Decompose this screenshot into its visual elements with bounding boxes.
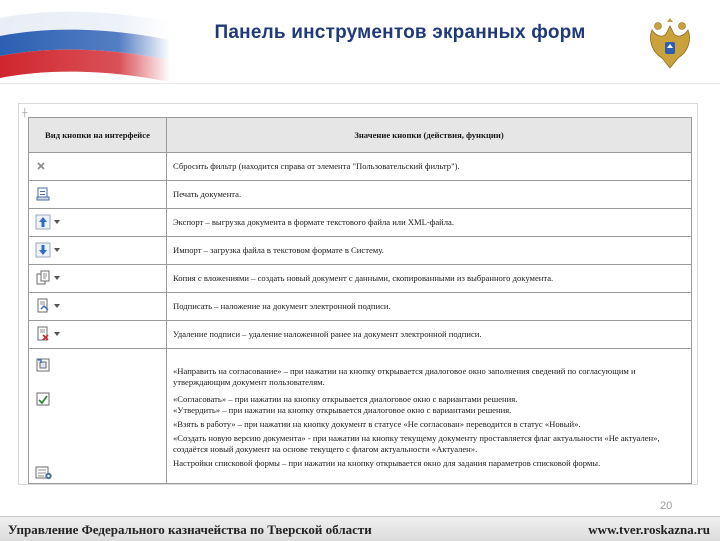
- clear-filter-icon: [35, 160, 47, 172]
- table-row: [29, 209, 692, 237]
- icon-column-header: Вид кнопки на интерфейсе: [29, 118, 167, 153]
- table-row: [29, 321, 692, 349]
- row-description: «Направить на согласование» – при нажатии на кнопку открывается диалоговое окно заполнения сведений по согласующим и утверждающим документ пользователям.: [173, 365, 636, 387]
- page-number: 20: [660, 500, 673, 512]
- send-for-approval-icon: [35, 357, 160, 379]
- print-icon: [35, 186, 51, 202]
- table-row: [29, 237, 692, 265]
- dropdown-arrow-icon: [53, 246, 61, 254]
- row-description: «Взять в работу» – при нажатии на кнопку документ в статусе «Не согласован» переводится в статус «Новый».: [173, 418, 581, 429]
- sign-icon: [35, 298, 61, 314]
- footer-bar: [0, 516, 720, 541]
- page-title: Панель инструментов экранных форм: [214, 22, 586, 43]
- delete-signature-icon: [35, 326, 61, 342]
- footer-organization: Управление Федерального казначейства по Тверской области: [8, 522, 372, 537]
- row-description: «Создать новую версию документа» - при нажатии на кнопку текущему документу проставляется флаг актуальности «Не актуален», создаётся новый документ на основе текущего с флагом актуальности «Актуален».: [173, 432, 660, 454]
- treasury-emblem-icon: [644, 12, 696, 74]
- row-description: «Утвердить» – при нажатии на кнопку открывается диалоговое окно с вариантами решения.: [173, 404, 512, 415]
- table-row: [29, 153, 692, 181]
- approve-icon: [35, 379, 160, 443]
- row-description: Настройки списковой формы – при нажатии на кнопку открывается окно для задания параметров списковой формы.: [173, 457, 601, 468]
- copy-with-attachments-icon: [35, 270, 61, 286]
- table-row: [29, 349, 692, 484]
- row-description: «Согласовать» – при нажатии на кнопку открывается диалоговое окно с вариантами решения.: [173, 393, 518, 404]
- footer-website-link[interactable]: www.tver.roskazna.ru: [588, 522, 710, 537]
- list-settings-icon: [35, 443, 160, 483]
- table-row: [29, 293, 692, 321]
- table-row: [29, 181, 692, 209]
- dropdown-arrow-icon: [53, 274, 61, 282]
- header-divider: [0, 83, 720, 84]
- description-column-header: Значение кнопки (действия, функции): [167, 118, 692, 153]
- row-description: Копия с вложениями – создать новый документ с данными, скопированными из выбранного документа.: [173, 273, 554, 283]
- russian-flag-decoration: [0, 0, 170, 95]
- row-description: Подписать – наложение на документ электронной подписи.: [173, 301, 391, 311]
- row-description: Импорт – загрузка файла в текстовом формате в Систему.: [173, 245, 384, 255]
- row-description: Удаление подписи – удаление наложенной ранее на документ электронной подписи.: [173, 329, 482, 339]
- import-icon: [35, 242, 61, 258]
- table-row: [29, 265, 692, 293]
- dropdown-arrow-icon: [53, 330, 61, 338]
- row-description: Сбросить фильтр (находится справа от элемента "Пользовательский фильтр").: [173, 161, 460, 171]
- toolbar-buttons-table: [28, 117, 692, 484]
- frame-corner-mark: ┼: [22, 108, 28, 117]
- dropdown-arrow-icon: [53, 302, 61, 310]
- row-description: Экспорт – выгрузка документа в формате текстового файла или XML-файла.: [173, 217, 455, 227]
- row-description: Печать документа.: [173, 189, 242, 199]
- dropdown-arrow-icon: [53, 218, 61, 226]
- export-icon: [35, 214, 61, 230]
